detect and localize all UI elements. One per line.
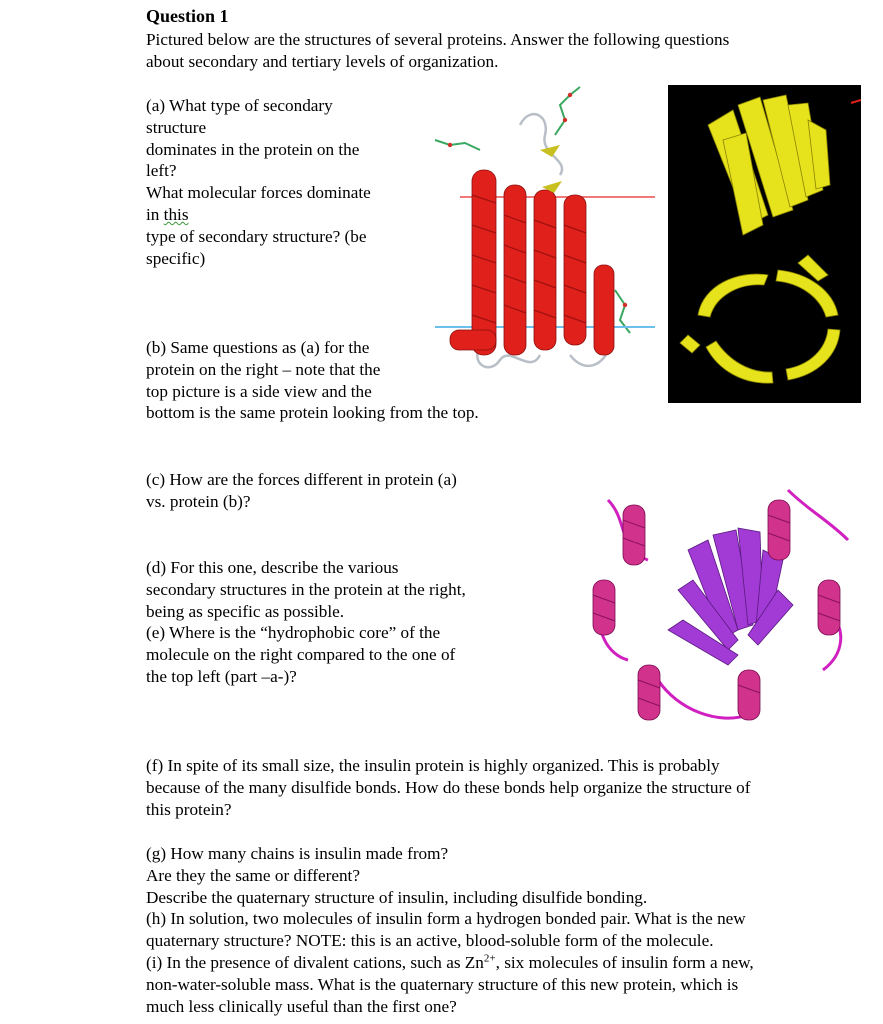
part-a-line (146, 204, 371, 226)
part-de-line: (e) Where is the “hydrophobic core” of the (146, 623, 441, 643)
part-a-line: dominates in the protein on the (146, 139, 360, 159)
membrane-protein-figure (420, 75, 665, 405)
small-beta-strands (540, 145, 562, 193)
part-de-line: the top left (part –a-)? (146, 666, 297, 686)
part-ghi-line: Are they the same or different? (146, 865, 360, 885)
spellcheck-underlined-word: this (163, 204, 189, 224)
part-de-line: secondary structures in the protein at the right, (146, 579, 466, 599)
part-ghi-line: much less clinically useful than the first one? (146, 996, 457, 1016)
part-ghi-line: (g) How many chains is insulin made from? (146, 844, 449, 863)
part-c-line: vs. protein (b)? (146, 491, 251, 511)
part-a-line: What molecular forces dominate (146, 183, 371, 203)
part-f-line: because of the many disulfide bonds. How do these bonds help organize the structure of (146, 777, 751, 797)
part-ghi-line: Describe the quaternary structure of insulin, including disulfide bonding. (146, 887, 648, 907)
part-de-line: (d) For this one, describe the various (146, 558, 399, 577)
question-title: Question 1 (146, 6, 229, 26)
part-a-line: specific) (146, 248, 206, 268)
part-a-text (146, 95, 371, 269)
part-ghi-line: non-water-soluble mass. What is the quaternary structure of this new protein, which is (146, 974, 739, 994)
part-de-line: being as specific as possible. (146, 601, 345, 621)
part-i-line (146, 952, 754, 974)
part-b-line: bottom is the same protein looking from the top. (146, 403, 479, 423)
part-b-line: top picture is a side view and the (146, 381, 372, 401)
part-b-line: protein on the right – note that the (146, 359, 381, 379)
part-i-suffix: , six molecules of insulin form a new, (495, 952, 754, 972)
beta-barrel-figure (668, 85, 861, 403)
part-ghi-line: quaternary structure? NOTE: this is an active, blood-soluble form of the molecule. (146, 931, 714, 951)
intro-line: Pictured below are the structures of several proteins. Answer the following questions (146, 30, 730, 49)
part-ghi-text (146, 843, 754, 1017)
part-f-line: this protein? (146, 799, 232, 819)
part-f-line: (f) In spite of its small size, the insulin protein is highly organized. This is probably (146, 756, 720, 775)
part-i-prefix: (i) In the presence of divalent cations, such as Zn (146, 952, 484, 972)
part-f-text (146, 755, 750, 820)
part-a-line: type of secondary structure? (be (146, 226, 367, 246)
part-a-line: left? (146, 161, 177, 181)
part-b-line: (b) Same questions as (a) for the (146, 338, 370, 357)
part-a-line: (a) What type of secondary (146, 96, 333, 115)
part-de-line: molecule on the right compared to the one of (146, 645, 456, 665)
part-c-text (146, 469, 457, 513)
part-de-text (146, 557, 466, 688)
part-ghi-line: (h) In solution, two molecules of insulin form a hydrogen bonded pair. What is the new (146, 909, 746, 929)
intro-line: about secondary and tertiary levels of organization. (146, 51, 499, 71)
alpha-beta-protein-figure (588, 480, 863, 735)
part-c-line: (c) How are the forces different in protein (a) (146, 470, 457, 489)
part-a-line-prefix: in (146, 204, 164, 224)
part-a-line: structure (146, 117, 207, 137)
zinc-charge-superscript: 2+ (483, 952, 496, 965)
question-intro (146, 29, 729, 73)
